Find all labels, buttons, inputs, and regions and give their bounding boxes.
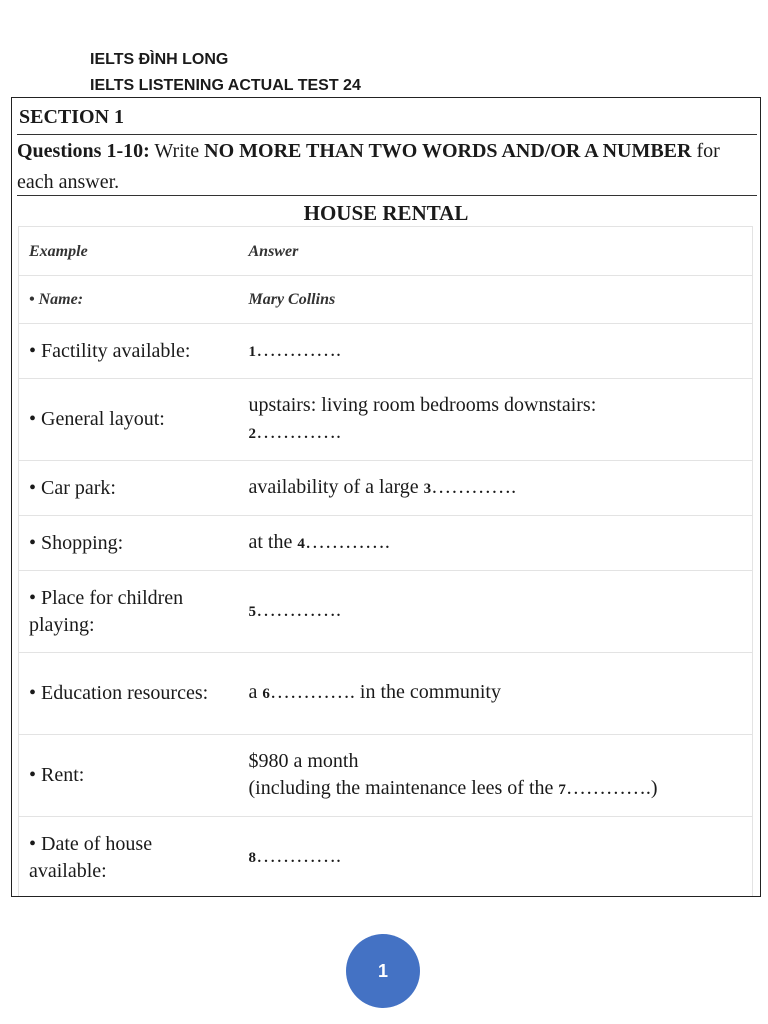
question-frame [11, 97, 761, 897]
form-row-education [19, 653, 753, 735]
school-name: IELTS ĐÌNH LONG [90, 51, 229, 68]
rent-amount: $980 a month [248, 749, 359, 772]
instructions-label: Questions 1-10: [17, 140, 150, 162]
answer-blank: …………. [256, 845, 341, 867]
question-number: 4 [297, 535, 305, 552]
answer-text: upstairs: living room bedrooms downstairs: [248, 393, 597, 416]
example-label: Example [19, 227, 239, 276]
answer-blank: …………. [431, 475, 517, 498]
form-row-layout [19, 379, 753, 461]
form-row-rent [19, 735, 753, 817]
divider [17, 134, 757, 135]
answer-text: a [248, 681, 263, 703]
form-row-shopping [19, 516, 753, 571]
question-number: 6 [262, 686, 270, 702]
rental-form-table [18, 226, 753, 897]
example-name-row [19, 276, 753, 324]
form-row-children-play [19, 571, 753, 653]
row-label: • Rent: [19, 735, 239, 817]
row-label: • Education resources: [19, 653, 239, 735]
form-title: HOUSE RENTAL [303, 201, 469, 225]
row-label: • Car park: [19, 461, 239, 516]
question-number: 5 [248, 604, 256, 620]
answer-text: availability of a large [248, 475, 424, 498]
row-label: • Shopping: [19, 516, 239, 571]
answer-blank: …………. [304, 530, 390, 553]
section-title: SECTION 1 [19, 106, 125, 128]
row-answer [239, 817, 753, 898]
question-number: 3 [423, 480, 432, 497]
row-answer [239, 735, 753, 817]
document-header [90, 47, 361, 99]
row-label: • General layout: [19, 379, 239, 461]
row-answer [239, 461, 753, 516]
instructions-text-pre: Write [149, 140, 205, 162]
row-label: • Factility available: [19, 324, 239, 379]
form-row-car-park [19, 461, 753, 516]
instructions-word-limit: NO MORE THAN TWO WORDS AND/OR A NUMBER [204, 140, 692, 162]
question-number: 7 [558, 781, 566, 798]
form-row-facility [19, 324, 753, 379]
row-answer [239, 379, 753, 461]
answer-blank: …………. [256, 420, 341, 443]
answer-blank: …………. [256, 599, 341, 621]
answer-text: (including the maintenance lees of the [248, 776, 559, 799]
row-answer [239, 516, 753, 571]
question-number: 8 [248, 850, 256, 866]
answer-text: at the [248, 530, 298, 553]
answer-text: ) [650, 776, 658, 799]
answer-blank: …………. [269, 681, 360, 703]
row-answer [239, 324, 753, 379]
answer-label: Answer [239, 227, 753, 276]
page-number: 1 [377, 960, 388, 981]
instructions-text-post: for each answer. [17, 140, 720, 193]
example-name-label: • Name: [19, 276, 239, 324]
instructions [17, 136, 756, 198]
row-answer [239, 571, 753, 653]
question-number: 1 [248, 343, 256, 360]
answer-blank: …………. [256, 338, 341, 361]
form-row-date-available [19, 817, 753, 898]
test-title: IELTS LISTENING ACTUAL TEST 24 [90, 77, 361, 94]
row-label: • Date of house available: [19, 817, 239, 898]
example-header-row [19, 227, 753, 276]
example-name-value: Mary Collins [239, 276, 753, 324]
answer-text: in the community [359, 681, 501, 703]
page-number-badge [346, 934, 420, 1008]
row-answer [239, 653, 753, 735]
row-label: • Place for children playing: [19, 571, 239, 653]
answer-blank: …………. [565, 776, 651, 799]
divider [17, 195, 757, 196]
question-number: 2 [248, 425, 256, 442]
